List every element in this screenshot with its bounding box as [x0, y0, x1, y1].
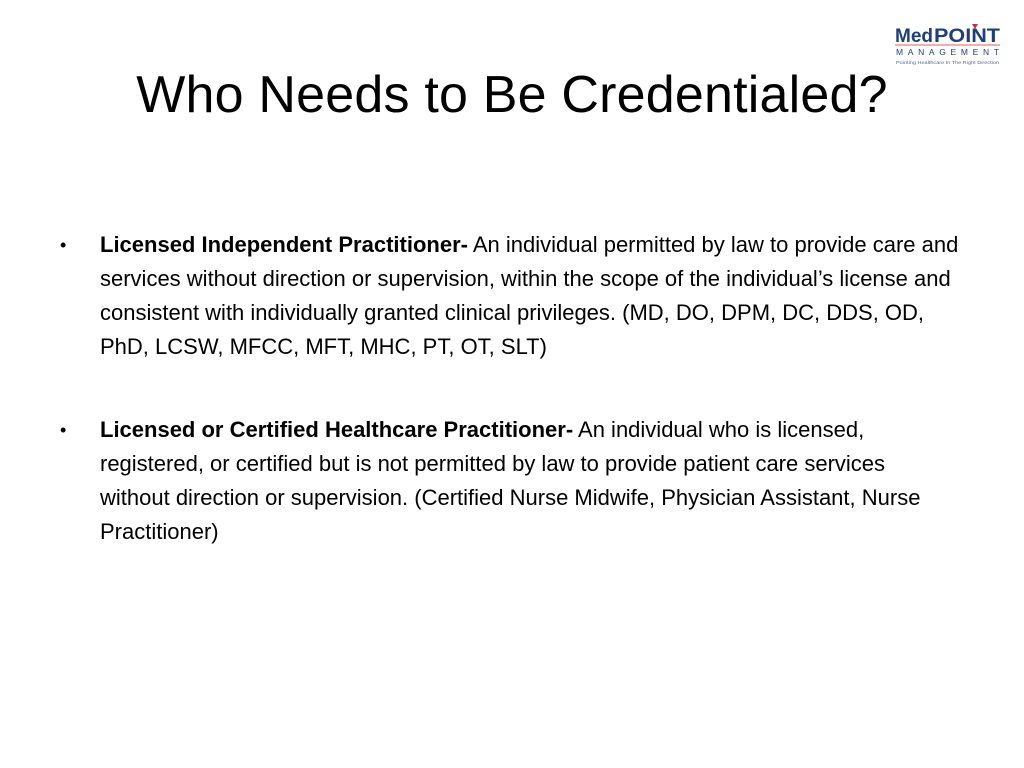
- slide-body: [60, 228, 960, 598]
- logo-name-med: Med: [895, 26, 933, 47]
- bullet-term: Licensed Independent Practitioner-: [100, 232, 468, 257]
- bullet-marker: •: [60, 235, 67, 255]
- logo-subtitle: MANAGEMENT: [896, 47, 999, 57]
- slide-title: Who Needs to Be Credentialed?: [136, 66, 888, 124]
- logo-name-point: POINT: [934, 26, 1001, 47]
- bullet-term: Licensed or Certified Healthcare Practitioner-: [100, 417, 574, 442]
- bullet-item: [60, 228, 960, 364]
- bullet-item: [60, 413, 960, 549]
- bullet-marker: •: [60, 420, 67, 440]
- bullet-text: An individual who is licensed, registered, or certified but is not permitted by law to provide patient care services without direction or supervision. (Certified Nurse Midwife, Physician Assistant, Nurse Practitioner): [100, 417, 921, 544]
- logo-tagline: Pointing Healthcare In The Right Direction: [896, 60, 1000, 65]
- bullet-text: An individual permitted by law to provide care and services without direction or supervision, within the scope of the individual’s license and consistent with individually granted clinical privileges. (MD, DO, DPM, DC, DDS, OD, PhD, LCSW, MFCC, MFT, MHC, PT, OT, SLT): [100, 232, 959, 359]
